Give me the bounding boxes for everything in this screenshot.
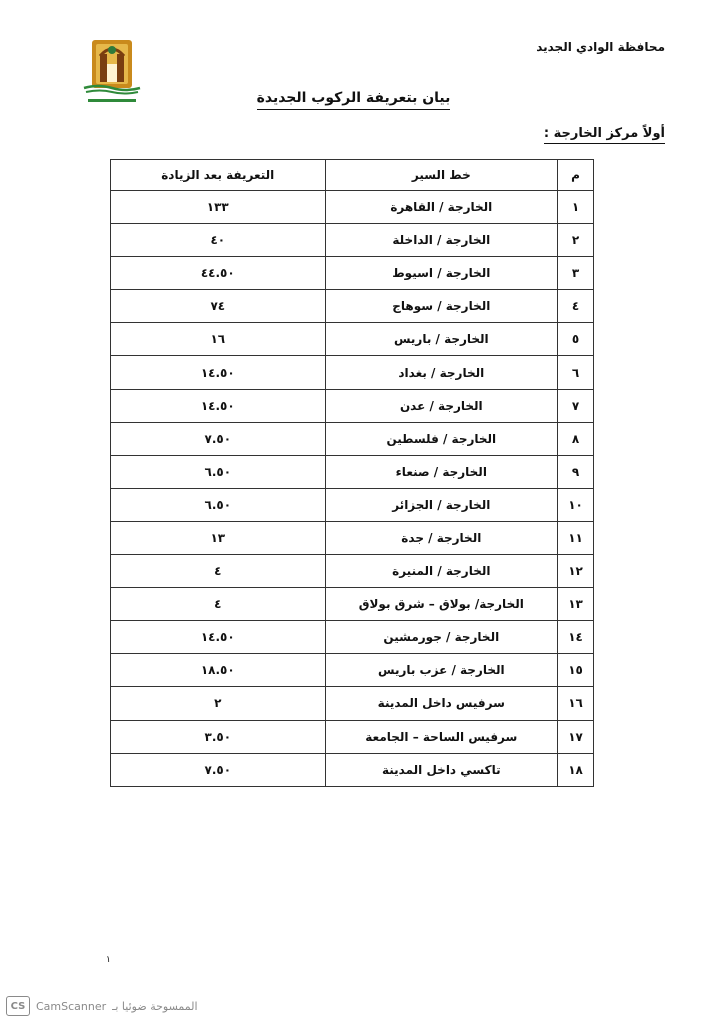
- row-number: ١: [558, 191, 594, 224]
- camscanner-watermark: [6, 996, 198, 1016]
- fare-cell: ١٣٣: [111, 191, 326, 224]
- table-header-row: [111, 160, 594, 191]
- row-number: ٧: [558, 389, 594, 422]
- route-cell: الخارجة / جورمشين: [325, 621, 558, 654]
- fare-cell: ٤٠: [111, 224, 326, 257]
- fares-table-body: [111, 191, 594, 787]
- table-row: [111, 257, 594, 290]
- document-title: [0, 90, 707, 106]
- page-number: ١: [106, 955, 111, 965]
- row-number: ٥: [558, 323, 594, 356]
- route-cell: الخارجة / جدة: [325, 521, 558, 554]
- watermark-arabic-text: الممسوحة ضوئيا بـ: [112, 999, 198, 1013]
- route-cell: الخارجة / سوهاج: [325, 290, 558, 323]
- watermark-text: CamScanner: [36, 999, 107, 1013]
- table-row: [111, 389, 594, 422]
- route-cell: الخارجة / الجزائر: [325, 488, 558, 521]
- column-header-route: خط السير: [325, 160, 558, 191]
- route-cell: الخارجة / فلسطين: [325, 422, 558, 455]
- fares-table: [110, 159, 594, 787]
- fare-cell: ١٤.٥٠: [111, 621, 326, 654]
- route-cell: الخارجة/ بولاق – شرق بولاق: [325, 588, 558, 621]
- row-number: ٤: [558, 290, 594, 323]
- row-number: ٣: [558, 257, 594, 290]
- table-row: [111, 488, 594, 521]
- route-cell: سرفيس الساحة – الجامعة: [325, 720, 558, 753]
- column-header-num: م: [558, 160, 594, 191]
- camscanner-logo-icon: CS: [6, 996, 30, 1016]
- table-row: [111, 687, 594, 720]
- fare-cell: ٧.٥٠: [111, 422, 326, 455]
- fare-cell: ٣.٥٠: [111, 720, 326, 753]
- fare-cell: ٤: [111, 588, 326, 621]
- table-row: [111, 621, 594, 654]
- table-row: [111, 521, 594, 554]
- table-row: [111, 555, 594, 588]
- fare-cell: ١٨.٥٠: [111, 654, 326, 687]
- column-header-fare: التعريفة بعد الزيادة: [111, 160, 326, 191]
- table-row: [111, 290, 594, 323]
- fare-cell: ١٣: [111, 521, 326, 554]
- route-cell: الخارجة / عزب باريس: [325, 654, 558, 687]
- route-cell: سرفيس داخل المدينة: [325, 687, 558, 720]
- fare-cell: ٤: [111, 555, 326, 588]
- route-cell: الخارجة / باريس: [325, 323, 558, 356]
- row-number: ١٣: [558, 588, 594, 621]
- route-cell: الخارجة / القاهرة: [325, 191, 558, 224]
- fare-cell: ٢: [111, 687, 326, 720]
- table-row: [111, 323, 594, 356]
- table-row: [111, 191, 594, 224]
- fare-cell: ١٦: [111, 323, 326, 356]
- table-row: [111, 654, 594, 687]
- fare-cell: ١٤.٥٠: [111, 389, 326, 422]
- row-number: ١٨: [558, 753, 594, 786]
- route-cell: تاكسي داخل المدينة: [325, 753, 558, 786]
- route-cell: الخارجة / عدن: [325, 389, 558, 422]
- document-title-text: بيان بتعريفة الركوب الجديدة: [257, 90, 451, 110]
- fare-cell: ٤٤.٥٠: [111, 257, 326, 290]
- route-cell: الخارجة / المنيرة: [325, 555, 558, 588]
- table-row: [111, 224, 594, 257]
- route-cell: الخارجة / الداخلة: [325, 224, 558, 257]
- fare-cell: ٧.٥٠: [111, 753, 326, 786]
- fare-cell: ٦.٥٠: [111, 455, 326, 488]
- fare-cell: ٦.٥٠: [111, 488, 326, 521]
- governorate-header: محافظة الوادي الجديد: [536, 40, 665, 54]
- row-number: ٢: [558, 224, 594, 257]
- table-row: [111, 455, 594, 488]
- row-number: ٩: [558, 455, 594, 488]
- row-number: ١٠: [558, 488, 594, 521]
- row-number: ٦: [558, 356, 594, 389]
- governorate-logo-icon: [80, 34, 144, 96]
- row-number: ١٥: [558, 654, 594, 687]
- fare-cell: ١٤.٥٠: [111, 356, 326, 389]
- row-number: ١٦: [558, 687, 594, 720]
- table-row: [111, 753, 594, 786]
- fare-cell: ٧٤: [111, 290, 326, 323]
- row-number: ١١: [558, 521, 594, 554]
- row-number: ٨: [558, 422, 594, 455]
- row-number: ١٢: [558, 555, 594, 588]
- table-row: [111, 588, 594, 621]
- table-row: [111, 356, 594, 389]
- section-title: أولاً مركز الخارجة :: [544, 126, 665, 144]
- route-cell: الخارجة / بغداد: [325, 356, 558, 389]
- row-number: ١٧: [558, 720, 594, 753]
- table-row: [111, 720, 594, 753]
- route-cell: الخارجة / اسيوط: [325, 257, 558, 290]
- row-number: ١٤: [558, 621, 594, 654]
- table-row: [111, 422, 594, 455]
- route-cell: الخارجة / صنعاء: [325, 455, 558, 488]
